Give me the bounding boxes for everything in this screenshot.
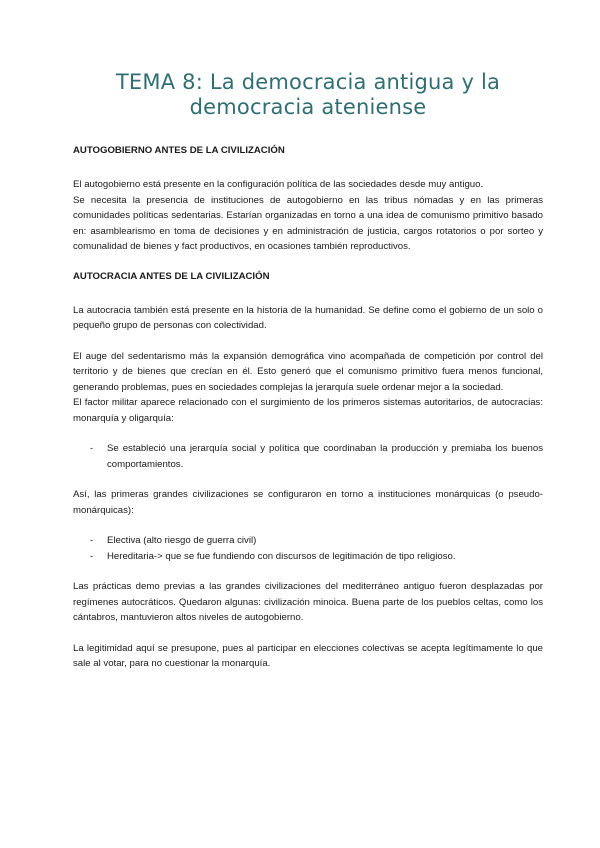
list-item <box>73 441 543 472</box>
paragraph: La legitimidad aquí se presupone, pues al participar en elecciones colectivas se acepta legítimamente lo que sale al votar, para no cuestionar la monarquía. <box>73 642 543 669</box>
list-item <box>73 533 543 549</box>
paragraph: Se necesita la presencia de instituciones de autogobierno en las tribus nómadas y en las primeras comunidades políticas sedentarias. Estarían organizadas en torno a una idea de comunismo primitivo basado en: asamblearismo en toma de decisiones y en administración de justicia, cargos rotatorios o por sorteo y comunalidad de bienes y fact productivos, en ocasiones también reproductivos. <box>73 194 543 252</box>
section-heading-autocracia: AUTOCRACIA ANTES DE LA CIVILIZACIÓN <box>73 270 270 282</box>
paragraph: Las prácticas demo previas a las grandes civilizaciones del mediterráneo antiguo fueron desplazadas por regímenes autocráticos. Quedaron algunas: civilización minoica. Buena parte de los pueblos celtas, como los cántabros, mantuvieron altos niveles de autogobierno. <box>73 581 543 623</box>
paragraph: El autogobierno está presente en la configuración política de las sociedades desde muy antiguo. <box>73 179 484 190</box>
bullet-dash: - <box>90 550 94 562</box>
list-item-text: Electiva (alto riesgo de guerra civil) <box>107 535 257 546</box>
list-item-text: Hereditaria-> que se fue fundiendo con discursos de legitimación de tipo religioso. <box>107 550 456 562</box>
paragraph: El factor militar aparece relacionado con el surgimiento de los primeros sistemas autoritarios, de autocracias: monarquía y oligarquía: <box>73 397 543 424</box>
bullet-dash: - <box>90 535 94 546</box>
paragraph: Así, las primeras grandes civilizaciones se configuraron en torno a instituciones monárquicas (o pseudo-monárquicas): <box>73 489 543 516</box>
paragraph: La autocracia también está presente en la historia de la humanidad. Se define como el gobierno de un solo o pequeño grupo de personas con colectividad. <box>73 304 543 331</box>
bullet-list <box>73 441 543 472</box>
list-item <box>73 549 543 565</box>
page-title: TEMA 8: La democracia antigua y la democracia ateniense <box>115 70 501 119</box>
paragraph: El auge del sedentarismo más la expansión demográfica vino acompañada de competición por control del territorio y de bienes que crecían en él. Esto generó que el comunismo primitivo fuera menos funcional, generando problemas, pues en sociedades complejas la jerarquía suele ordenar mejor a la sociedad. <box>73 350 543 393</box>
section-heading-autogobierno: AUTOGOBIERNO ANTES DE LA CIVILIZACIÓN <box>73 145 285 156</box>
bullet-dash: - <box>90 443 94 454</box>
list-item-text: Se estableció una jerarquía social y política que coordinaban la producción y premiaba los buenos comportamientos. <box>107 443 543 470</box>
bullet-list <box>73 533 543 564</box>
